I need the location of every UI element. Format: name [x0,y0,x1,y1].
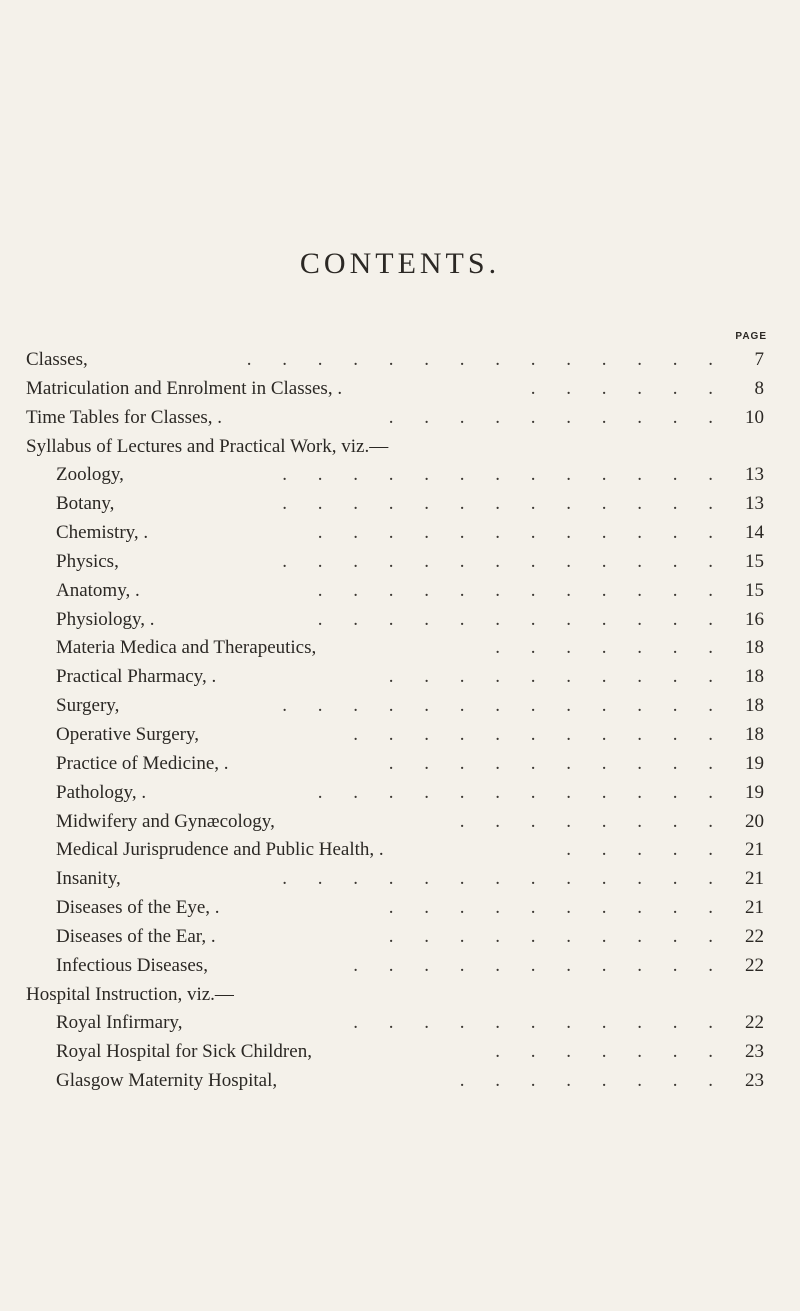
toc-entry-label: Botany, [56,493,115,515]
toc-entry-page-number: 8 [754,377,764,399]
dot-leader: . . . . . . . . [459,1070,726,1092]
table-of-contents [0,346,800,1096]
toc-entry-page-number: 13 [745,493,764,515]
dot-leader: . . . . . . . . . . . . . . [246,349,726,370]
toc-entry-label: Pathology, . [56,781,147,803]
dot-leader: . . . . . . . . . . . . [317,579,726,601]
toc-entry [0,634,800,663]
toc-entry [0,433,800,462]
toc-entry-page-number: 18 [745,666,764,688]
toc-entry [0,606,800,635]
toc-entry-label: Practice of Medicine, . [56,752,229,774]
toc-entry-label: Zoology, [56,464,124,486]
toc-entry-page-number: 19 [745,752,764,774]
toc-entry-label: Midwifery and Gynæcology, [56,810,275,832]
toc-entry-label: Medical Jurisprudence and Public Health, . [56,839,384,861]
toc-entry-page-number: 18 [745,637,764,659]
toc-entry [0,346,800,375]
dot-leader: . . . . . . . . . . . . . [282,550,726,572]
toc-entry-label: Glasgow Maternity Hospital, [56,1070,278,1092]
toc-entry [0,836,800,865]
dot-leader: . . . . . . . . . . [388,406,726,428]
toc-entry-page-number: 13 [745,464,764,486]
toc-entry [0,1067,800,1096]
toc-entry-page-number: 19 [745,781,764,803]
toc-entry-label: Infectious Diseases, [56,954,208,976]
toc-entry [0,404,800,433]
toc-entry-page-number: 18 [745,723,764,745]
toc-entry-label: Hospital Instruction, viz.— [26,983,234,1005]
toc-entry-page-number: 22 [745,925,764,947]
dot-leader: . . . . . . . [495,1041,726,1063]
dot-leader: . . . . . . . . . . . . . [282,493,726,515]
toc-entry-label: Materia Medica and Therapeutics, [56,637,317,659]
toc-entry-page-number: 21 [745,868,764,890]
toc-entry-page-number: 23 [745,1041,764,1063]
dot-leader: . . . . . . . . . . . [353,954,726,976]
dot-leader: . . . . . . . [495,637,726,659]
page-title: CONTENTS. [299,247,501,280]
dot-leader: . . . . . . . . . . . . [317,522,726,544]
toc-entry-page-number: 14 [745,522,764,544]
toc-entry [0,779,800,808]
toc-entry-label: Surgery, [56,695,120,717]
dot-leader: . . . . . . . . . . . . [317,781,726,803]
toc-entry-page-number: 15 [745,550,764,572]
toc-entry [0,577,800,606]
toc-entry-label: Royal Infirmary, [56,1012,183,1034]
dot-leader: . . . . . [566,839,726,861]
toc-entry-label: Syllabus of Lectures and Practical Work, viz.— [26,435,389,457]
toc-entry-page-number: 23 [745,1070,764,1092]
toc-entry [0,894,800,923]
toc-entry [0,750,800,779]
toc-entry-page-number: 21 [745,897,764,919]
toc-entry [0,519,800,548]
toc-entry-label: Anatomy, . [56,579,140,601]
toc-entry-label: Operative Surgery, [56,723,199,745]
toc-entry-page-number: 21 [745,839,764,861]
toc-entry-page-number: 10 [745,406,764,428]
dot-leader: . . . . . . . . . . . . . [282,868,726,890]
toc-entry-page-number: 18 [745,695,764,717]
dot-leader: . . . . . . . . . . . . . [282,695,726,717]
dot-leader: . . . . . . . . . . [388,666,726,688]
toc-entry-page-number: 22 [745,954,764,976]
toc-entry [0,375,800,404]
toc-entry-label: Matriculation and Enrolment in Classes, . [26,377,343,399]
toc-entry-page-number: 22 [745,1012,764,1034]
toc-entry-label: Time Tables for Classes, . [26,406,223,428]
toc-entry [0,692,800,721]
toc-entry [0,721,800,750]
dot-leader: . . . . . . . . [459,810,726,832]
toc-entry [0,461,800,490]
toc-entry-label: Diseases of the Eye, . [56,897,220,919]
dot-leader: . . . . . . . . . . . . . [282,464,726,486]
dot-leader: . . . . . . . . . . . [353,1012,726,1034]
toc-entry [0,548,800,577]
toc-entry-label: Physics, [56,550,119,572]
page-column-header: PAGE [735,331,767,342]
toc-entry [0,923,800,952]
toc-entry [0,1009,800,1038]
toc-entry [0,865,800,894]
dot-leader: . . . . . . . . . . [388,752,726,774]
dot-leader: . . . . . . . . . . [388,925,726,947]
toc-entry [0,952,800,981]
toc-entry-label: Classes, [26,349,88,370]
toc-entry-page-number: 7 [754,349,764,370]
toc-entry-label: Royal Hospital for Sick Children, [56,1041,312,1063]
toc-entry [0,490,800,519]
toc-entry-label: Diseases of the Ear, . [56,925,216,947]
toc-entry-page-number: 15 [745,579,764,601]
toc-entry-page-number: 20 [745,810,764,832]
toc-entry [0,1038,800,1067]
toc-entry-label: Physiology, . [56,608,155,630]
dot-leader: . . . . . . . . . . . [353,723,726,745]
dot-leader: . . . . . . . . . . . . [317,608,726,630]
toc-entry [0,663,800,692]
dot-leader: . . . . . . [530,377,726,399]
toc-entry [0,981,800,1010]
toc-entry [0,808,800,837]
toc-entry-label: Practical Pharmacy, . [56,666,217,688]
dot-leader: . . . . . . . . . . [388,897,726,919]
toc-entry-page-number: 16 [745,608,764,630]
toc-entry-label: Insanity, [56,868,121,890]
toc-entry-label: Chemistry, . [56,522,149,544]
